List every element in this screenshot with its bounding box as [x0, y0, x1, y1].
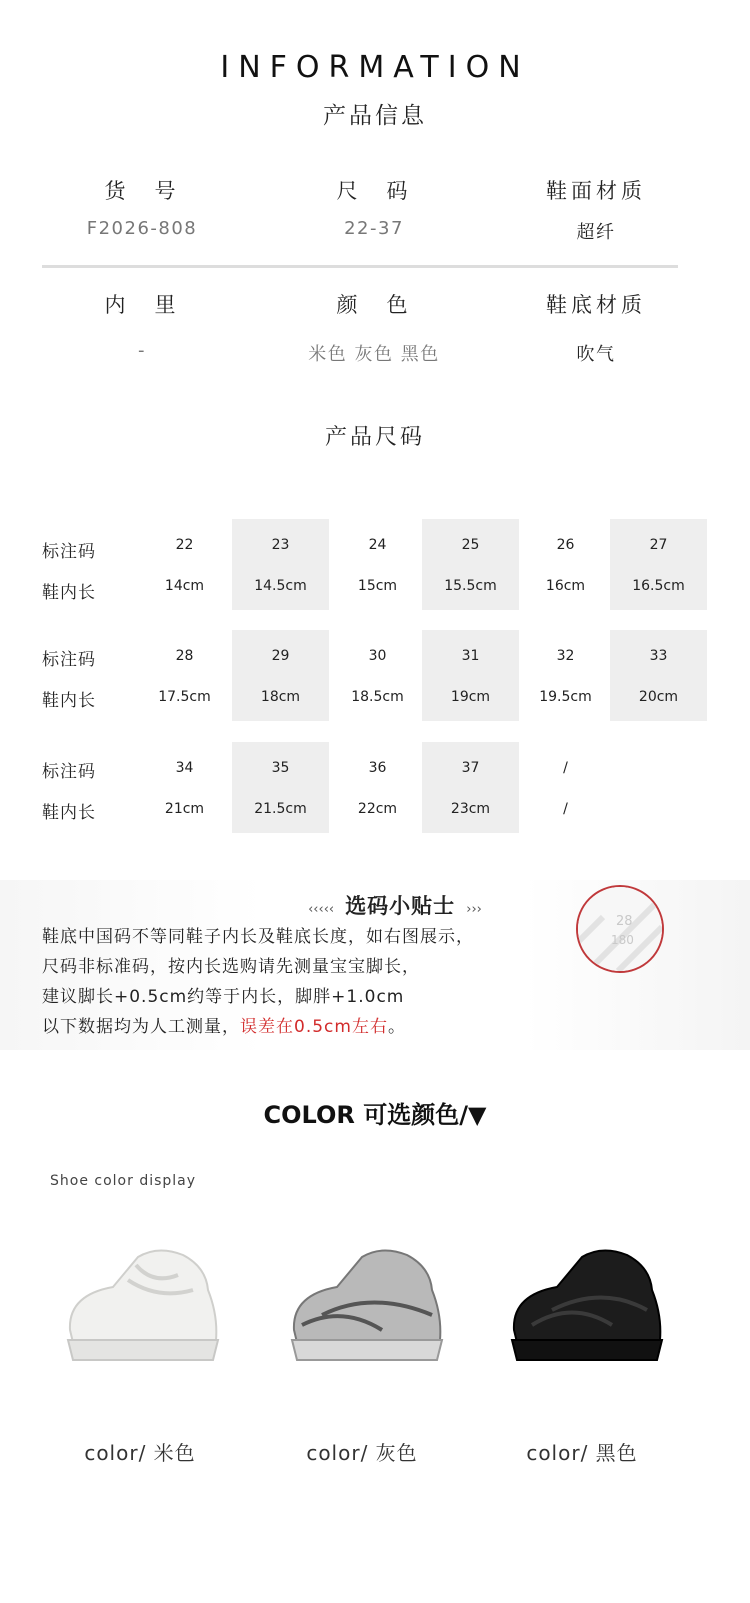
size-cell	[422, 742, 519, 833]
length-value: 14.5cm	[254, 578, 307, 594]
color-caption-beige: color/ 米色	[84, 1441, 196, 1465]
tip-line-4-suffix: 。	[387, 1017, 406, 1037]
shoe-image-gray	[282, 1245, 452, 1385]
tip-error-note: 误差在0.5cm左右	[240, 1017, 388, 1037]
divider	[42, 265, 678, 268]
size-cell	[329, 519, 426, 610]
info-label-sole-material: 鞋底材质	[546, 293, 646, 317]
size-cell	[136, 630, 233, 721]
length-value: 19cm	[450, 689, 491, 705]
tip-line-3: 建议脚长+0.5cm约等于内长，脚胖+1.0cm	[42, 987, 405, 1007]
tips-arrow-right: ›››	[466, 902, 482, 917]
shoe-image-black	[502, 1245, 672, 1385]
info-value-size: 22-37	[344, 218, 404, 239]
length-value: 23cm	[450, 801, 491, 817]
length-value: 20cm	[638, 689, 679, 705]
size-label: 标注码	[42, 762, 96, 782]
size-cell	[610, 519, 707, 610]
size-value: 24	[368, 537, 387, 553]
length-value: /	[563, 801, 568, 817]
length-value: 22cm	[357, 801, 398, 817]
size-cell	[422, 519, 519, 610]
info-label-lining: 内 里	[104, 293, 180, 317]
size-cell	[232, 519, 329, 610]
color-caption-black: color/ 黑色	[526, 1441, 638, 1465]
size-value: 28	[175, 648, 194, 664]
tip-line-2: 尺码非标准码，按内长选购请先测量宝宝脚长，	[42, 957, 420, 977]
length-value: 15cm	[357, 578, 398, 594]
size-value: 36	[368, 760, 387, 776]
size-cell	[136, 742, 233, 833]
info-label-size: 尺 码	[336, 179, 412, 203]
length-value: 19.5cm	[539, 689, 592, 705]
length-label: 鞋内长	[42, 803, 96, 823]
size-cell	[422, 630, 519, 721]
size-value: 23	[271, 537, 290, 553]
size-value: 22	[175, 537, 194, 553]
size-value: 34	[175, 760, 194, 776]
color-options-title: COLOR 可选颜色/▼	[263, 1101, 487, 1129]
size-value: 29	[271, 648, 290, 664]
size-value: 37	[461, 760, 480, 776]
info-value-upper-material: 超纤	[576, 222, 616, 243]
size-value: 26	[556, 537, 575, 553]
size-value: 31	[461, 648, 480, 664]
tip-line-4	[42, 1012, 406, 1037]
length-value: 18.5cm	[351, 689, 404, 705]
info-label-item-no: 货 号	[104, 179, 180, 203]
tip-line-4-prefix: 以下数据均为人工测量，	[42, 1017, 240, 1037]
size-cell	[610, 630, 707, 721]
size-value: 25	[461, 537, 480, 553]
size-value: 35	[271, 760, 290, 776]
length-label: 鞋内长	[42, 691, 96, 711]
shoe-image-beige	[58, 1245, 228, 1385]
size-value: 33	[649, 648, 668, 664]
size-chart-title: 产品尺码	[324, 425, 425, 450]
length-value: 15.5cm	[444, 578, 497, 594]
size-tips-heading	[270, 890, 520, 920]
size-cell	[329, 630, 426, 721]
title-chinese: 产品信息	[323, 103, 427, 129]
info-value-color: 米色 灰色 黑色	[308, 344, 440, 365]
length-value: 21.5cm	[254, 801, 307, 817]
size-cell	[517, 630, 614, 721]
tips-arrow-left: ‹‹‹‹‹	[308, 902, 335, 917]
title-english: INFORMATION	[220, 50, 530, 85]
color-options-subtitle: Shoe color display	[50, 1173, 197, 1189]
size-label: 标注码	[42, 542, 96, 562]
length-value: 17.5cm	[158, 689, 211, 705]
length-value: 21cm	[164, 801, 205, 817]
size-cell	[136, 519, 233, 610]
length-value: 16cm	[545, 578, 586, 594]
sole-pattern-icon	[578, 887, 662, 971]
length-label: 鞋内长	[42, 583, 96, 603]
size-cell	[517, 742, 614, 833]
size-tips-title: 选码小贴士	[345, 894, 456, 918]
length-value: 16.5cm	[632, 578, 685, 594]
sole-text-length: 180	[611, 933, 634, 947]
length-value: 14cm	[164, 578, 205, 594]
size-label: 标注码	[42, 650, 96, 670]
size-cell	[329, 742, 426, 833]
info-value-item-no: F2026-808	[86, 218, 198, 239]
info-label-upper-material: 鞋面材质	[546, 179, 646, 203]
size-cell	[232, 630, 329, 721]
sole-text-size: 28	[616, 914, 633, 929]
color-caption-gray: color/ 灰色	[306, 1441, 418, 1465]
tip-line-1: 鞋底中国码不等同鞋子内长及鞋底长度，如右图展示，	[42, 927, 474, 947]
size-value: 27	[649, 537, 668, 553]
length-value: 18cm	[260, 689, 301, 705]
info-label-color: 颜 色	[336, 293, 412, 317]
size-value: 30	[368, 648, 387, 664]
info-value-sole-material: 吹气	[576, 344, 616, 365]
size-value: /	[563, 760, 568, 776]
size-cell	[232, 742, 329, 833]
size-cell	[517, 519, 614, 610]
sole-marking-image	[576, 885, 664, 973]
size-value: 32	[556, 648, 575, 664]
info-value-lining: -	[138, 340, 146, 361]
